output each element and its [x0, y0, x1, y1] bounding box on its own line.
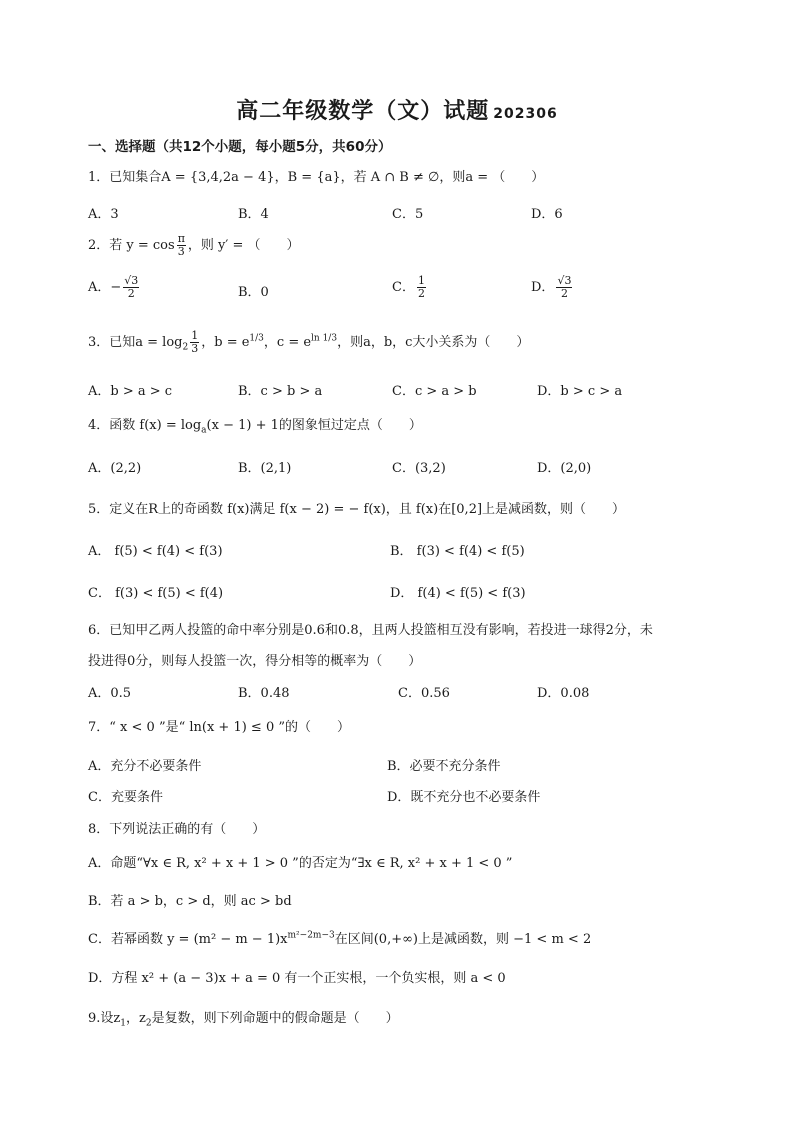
title-text: 高二年级数学（文）试题 — [236, 99, 490, 124]
q8-option-a[interactable]: A．命题“∀x ∈ R, x² + x + 1 > 0 ”的否定为“∃x ∈ R, x² + x + 1 < 0 ” — [88, 856, 513, 871]
q4-option-d[interactable]: D．(2,0) — [537, 461, 592, 476]
q4-stem: 4．函数 f(x) = log — [88, 418, 202, 433]
q6-option-b[interactable]: B．0.48 — [238, 686, 290, 701]
q2-stem-post: ，则 y′ = （ ） — [187, 238, 300, 253]
q1-option-c[interactable]: C．5 — [392, 207, 424, 222]
q4-option-b[interactable]: B．(2,1) — [238, 461, 292, 476]
q2-option-a-frac — [123, 275, 139, 300]
question-4-stem — [88, 414, 422, 436]
q2-d-den: 2 — [560, 287, 568, 300]
q7-option-d[interactable]: D．既不充分也不必要条件 — [387, 790, 541, 805]
q2-frac-num: π — [177, 232, 185, 245]
q1-option-a[interactable]: A．3 — [88, 207, 119, 222]
q2-c-num: 1 — [417, 274, 425, 287]
question-5-stem: 5．定义在R上的奇函数 f(x)满足 f(x − 2) = − f(x)，且 f(x)在[0,2]上是减函数，则（ ） — [88, 502, 626, 517]
q9-stem-post: 是复数，则下列命题中的假命题是（ ） — [151, 1011, 399, 1026]
q4-option-c[interactable]: C．(3,2) — [392, 461, 446, 476]
q3-fraction — [190, 330, 199, 355]
q3-option-a[interactable]: A．b > a > c — [88, 384, 173, 399]
q8-option-b[interactable]: B．若 a > b，c > d，则 ac > bd — [88, 894, 292, 909]
q5-option-b[interactable]: B． f(3) < f(4) < f(5) — [390, 544, 525, 559]
q2-c-den: 2 — [417, 287, 425, 300]
q4-stem-post: (x − 1) + 1的图象恒过定点（ ） — [206, 418, 422, 433]
q2-a-num: √3 — [124, 274, 139, 287]
q8-option-c-post: 在区间(0,+∞)上是减函数，则 −1 < m < 2 — [334, 932, 592, 947]
q2-option-d-label: D． — [531, 280, 555, 295]
q3-frac-num: 1 — [191, 329, 199, 342]
q8-option-c-exponent: m²−2m−3 — [287, 930, 335, 941]
q6-option-a[interactable]: A．0.5 — [88, 686, 132, 701]
q2-option-d[interactable] — [531, 275, 574, 300]
q2-option-d-frac — [556, 275, 572, 300]
q2-option-c-frac — [417, 275, 426, 300]
q1-option-d[interactable]: D．6 — [531, 207, 563, 222]
section-heading: 一、选择题（共12个小题，每小题5分，共60分） — [88, 139, 392, 155]
q3-part-b: ，b = e — [201, 335, 250, 350]
q2-frac-den: 3 — [177, 245, 185, 258]
q9-sub-1: 1 — [120, 1018, 126, 1029]
q2-option-a[interactable] — [88, 275, 141, 300]
q4-option-a[interactable]: A．(2,2) — [88, 461, 142, 476]
question-1-stem: 1．已知集合A = {3,4,2a − 4}，B = {a}，若 A ∩ B ≠ ∅，则a = （ ） — [88, 170, 545, 185]
q5-option-d[interactable]: D． f(4) < f(5) < f(3) — [390, 586, 526, 601]
q3-part-c: ，c = e — [263, 335, 312, 350]
q3-part-a: 3．已知a = log — [88, 335, 183, 350]
q2-option-a-label: A．− — [88, 280, 122, 295]
q2-option-c[interactable] — [392, 275, 428, 300]
q8-option-d[interactable]: D．方程 x² + (a − 3)x + a = 0 有一个正实根，一个负实根，则 a < 0 — [88, 971, 506, 986]
question-8-stem: 8．下列说法正确的有（ ） — [88, 822, 266, 837]
q3-stem-end: ，则a，b，c大小关系为（ ） — [337, 335, 530, 350]
question-6-stem-line1: 6．已知甲乙两人投篮的命中率分别是0.6和0.8，且两人投篮相互没有影响，若投进一球得2分，未 — [88, 623, 653, 638]
q3-option-b[interactable]: B．c > b > a — [238, 384, 323, 399]
question-6-stem-line2: 投进得0分，则每人投篮一次，得分相等的概率为（ ） — [88, 654, 422, 669]
exam-code: 202306 — [493, 106, 558, 122]
page-title — [0, 94, 794, 125]
q8-option-c[interactable] — [88, 928, 591, 947]
q3-frac-den: 3 — [191, 342, 199, 355]
q5-option-a[interactable]: A． f(5) < f(4) < f(3) — [88, 544, 223, 559]
q4-log-base: a — [201, 425, 207, 436]
q3-c-exponent: ln 1/3 — [311, 333, 338, 344]
q2-stem-pre: 2．若 y = cos — [88, 238, 175, 253]
question-3-stem — [88, 330, 529, 355]
q2-d-num: √3 — [557, 274, 572, 287]
q9-stem: 9.设z — [88, 1011, 121, 1026]
q3-log-base: 2 — [182, 342, 189, 353]
q9-sub-2: 2 — [145, 1018, 152, 1029]
q7-option-c[interactable]: C．充要条件 — [88, 790, 163, 805]
q7-option-a[interactable]: A．充分不必要条件 — [88, 759, 202, 774]
q2-option-b[interactable]: B．0 — [238, 285, 269, 300]
q1-option-b[interactable]: B．4 — [238, 207, 269, 222]
question-2-stem — [88, 233, 300, 258]
q2-a-den: 2 — [127, 287, 135, 300]
q9-stem-mid: ，z — [126, 1011, 146, 1026]
q5-option-c[interactable]: C． f(3) < f(5) < f(4) — [88, 586, 224, 601]
q3-option-c[interactable]: C．c > a > b — [392, 384, 477, 399]
q7-option-b[interactable]: B．必要不充分条件 — [387, 759, 501, 774]
question-7-stem: 7．“ x < 0 ”是“ ln(x + 1) ≤ 0 ”的（ ） — [88, 720, 351, 735]
q2-option-c-label: C． — [392, 280, 415, 295]
q3-b-exponent: 1/3 — [249, 333, 264, 344]
q8-option-c-pre: C．若幂函数 y = (m² − m − 1)x — [88, 932, 288, 947]
q6-option-c[interactable]: C．0.56 — [398, 686, 450, 701]
q6-option-d[interactable]: D．0.08 — [537, 686, 590, 701]
question-9-stem — [88, 1007, 399, 1029]
q2-fraction — [177, 233, 186, 258]
q3-option-d[interactable]: D．b > c > a — [537, 384, 623, 399]
